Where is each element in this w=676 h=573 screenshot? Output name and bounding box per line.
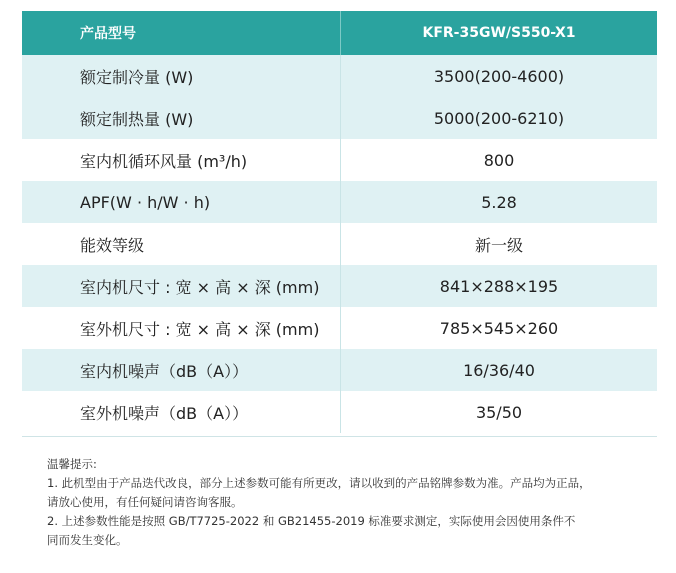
table-row xyxy=(22,265,657,307)
table-row xyxy=(22,223,657,265)
row-value: 841×288×195 xyxy=(340,265,657,307)
row-value: 35/50 xyxy=(340,391,657,433)
row-value: 5.28 xyxy=(340,181,657,223)
notes-line-2: 2. 上述参数性能是按照 GB/T7725-2022 和 GB21455-2019 标准要求测定，实际使用会因使用条件不 xyxy=(47,514,576,528)
table-bottom-divider xyxy=(22,436,657,437)
row-value: 16/36/40 xyxy=(340,349,657,391)
header-label: 产品型号 xyxy=(80,26,136,42)
row-label: 能效等级 xyxy=(80,235,145,255)
notes-line-1: 1. 此机型由于产品迭代改良，部分上述参数可能有所更改，请以收到的产品铭牌参数为准。产品均为正品， xyxy=(47,476,591,490)
row-label: 室内机循环风量 (m³/h) xyxy=(80,151,248,171)
row-label: 室内机尺寸 : 宽 × 高 × 深 (mm) xyxy=(80,277,320,297)
row-label: 室内机噪声（dB（A）） xyxy=(80,361,249,381)
table-row xyxy=(22,181,657,223)
row-label: 额定制冷量 (W) xyxy=(80,67,194,87)
row-value: 新一级 xyxy=(340,223,657,265)
row-label: 室外机尺寸 : 宽 × 高 × 深 (mm) xyxy=(80,319,320,339)
row-label: APF(W · h/W · h) xyxy=(80,192,211,212)
notes-line-2b: 同而发生变化。 xyxy=(47,533,128,547)
row-value: 3500(200-4600) xyxy=(340,55,657,97)
table-row xyxy=(22,55,657,97)
row-value: 5000(200-6210) xyxy=(340,97,657,139)
notes-title: 温馨提示: xyxy=(47,457,97,471)
table-row xyxy=(22,97,657,139)
notes-line-1b: 请放心使用，有任何疑问请咨询客服。 xyxy=(47,495,243,509)
row-label: 室外机噪声（dB（A）） xyxy=(80,403,249,423)
table-row xyxy=(22,391,657,433)
table-row xyxy=(22,139,657,181)
row-label: 额定制热量 (W) xyxy=(80,109,194,129)
notes-section xyxy=(47,455,657,550)
table-header-row xyxy=(22,11,657,55)
row-value: 800 xyxy=(340,139,657,181)
row-value: 785×545×260 xyxy=(340,307,657,349)
table-row xyxy=(22,349,657,391)
header-model: KFR-35GW/S550-X1 xyxy=(340,11,657,55)
table-row xyxy=(22,307,657,349)
spec-table xyxy=(22,11,657,433)
